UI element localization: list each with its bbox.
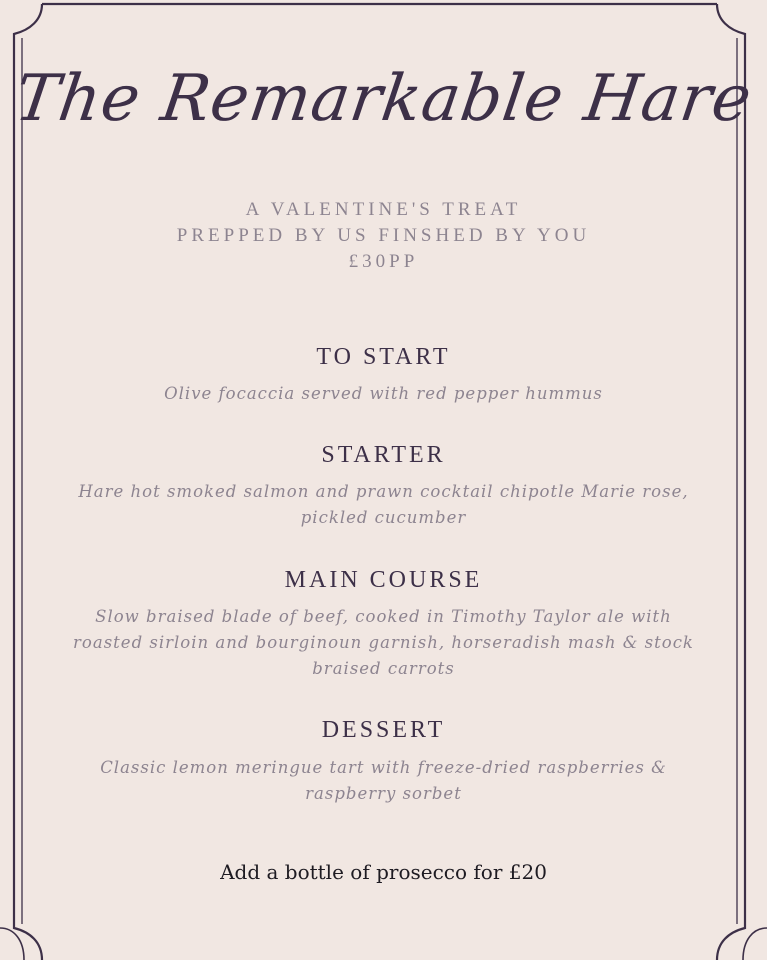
prosecco-offer: Add a bottle of prosecco for £20 bbox=[220, 860, 547, 884]
tagline-line-1: A VALENTINE'S TREAT bbox=[245, 199, 522, 220]
section-heading-starter: STARTER bbox=[321, 442, 446, 468]
section-description-dessert: Classic lemon meringue tart with freeze-dried raspberries & raspberry sorbet bbox=[100, 758, 667, 803]
section-description-main-course: Slow braised blade of beef, cooked in Timothy Taylor ale with roasted sirloin and bourginoun garnish, horseradish mash & stock braised carrots bbox=[73, 607, 694, 678]
tagline-line-2: PREPPED BY US FINSHED BY YOU bbox=[176, 225, 591, 246]
section-description-starter: Hare hot smoked salmon and prawn cocktail chipotle Marie rose, pickled cucumber bbox=[78, 482, 689, 527]
section-description-to-start: Olive focaccia served with red pepper hummus bbox=[164, 384, 603, 403]
section-heading-to-start: TO START bbox=[316, 344, 451, 370]
section-heading-dessert: DESSERT bbox=[321, 717, 446, 743]
restaurant-title: The Remarkable Hare bbox=[10, 62, 757, 136]
price-per-person: £30PP bbox=[348, 251, 419, 272]
section-heading-main-course: MAIN COURSE bbox=[284, 567, 483, 593]
